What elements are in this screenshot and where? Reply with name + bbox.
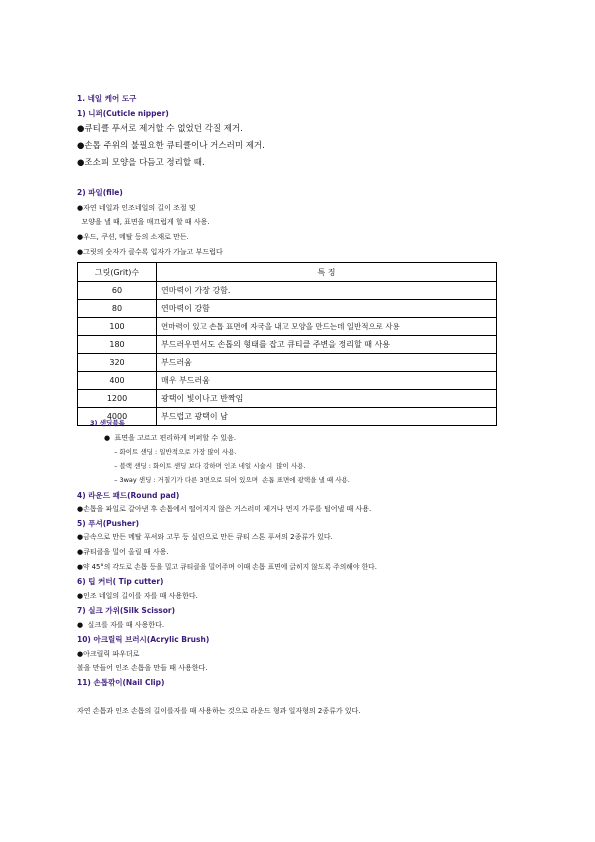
file-line-3: ●우드, 쿠션, 메탈 등의 소재로 만든.: [77, 233, 189, 241]
grit-value: 180: [78, 336, 157, 354]
table-row: [78, 300, 497, 318]
sanding-line-3: – 블랙 샌딩 : 화이트 샌딩 보다 강하며 인조 네일 시술시 많이 사용.: [110, 462, 306, 470]
sanding-line-2: – 화이트 샌딩 : 일반적으로 가장 많이 사용.: [110, 448, 237, 456]
tip-cutter-line: ●인조 네일의 길이를 자를 때 사용한다.: [77, 592, 198, 600]
table-row: [78, 282, 497, 300]
pusher-line-3: ●약 45°의 각도로 손톱 등을 밀고 큐티클을 밀어주며 이때 손톱 표면에 긁히지 않도록 주의해야 한다.: [77, 563, 377, 571]
silk-scissor-line: ● 실크를 자를 때 사용한다.: [77, 621, 165, 629]
subsection-title-round-pad: 4) 라운드 패드(Round pad): [77, 491, 180, 500]
round-pad-line: ●손톱을 파일로 갈아낸 후 손톱에서 떨어지지 않은 거스러미 제거나 먼지 가루를 털어낼 때 사용.: [77, 505, 372, 513]
grit-value: 80: [78, 300, 157, 318]
pusher-line-2: ●큐티클을 밀어 올릴 때 사용.: [77, 548, 169, 556]
nipper-line-2: ●손톱 주위의 불필요한 큐티클이나 거스러미 제거.: [77, 141, 265, 151]
table-row: [78, 372, 497, 390]
grit-table: [77, 262, 497, 426]
sanding-line-1: ● 표면을 고르고 편리하게 버퍼할 수 있음.: [104, 434, 237, 442]
nipper-line-1: ●큐티클 푸셔로 제거할 수 없었던 각질 제거.: [77, 124, 243, 134]
grit-feature: 부드러움: [157, 354, 497, 372]
nipper-line-3: ●조소피 모양을 다듬고 정리할 때.: [77, 158, 205, 168]
subsection-title-nail-clip: 11) 손톱깎이(Nail Clip): [77, 678, 165, 687]
grit-table-header-row: [78, 263, 497, 282]
grit-table-header-grit: 그릿(Grit)수: [78, 263, 157, 282]
grit-feature: 연마력이 강함: [157, 300, 497, 318]
acrylic-line-1: ●아크릴릭 파우더로: [77, 650, 140, 658]
subsection-title-file: 2) 파일(file): [77, 188, 123, 197]
subsection-title-silk-scissor: 7) 실크 가위(Silk Scissor): [77, 606, 176, 615]
grit-feature: 매우 부드러움: [157, 372, 497, 390]
nail-clip-line: 자연 손톱과 인조 손톱의 길이를자를 때 사용하는 것으로 라운드 형과 일자형의 2종류가 있다.: [77, 707, 361, 715]
grit-feature: 부드러우면서도 손톱의 형태를 잡고 큐티클 주변을 정리할 때 사용: [157, 336, 497, 354]
grit-value: 400: [78, 372, 157, 390]
file-line-1: ●자연 네일과 인조네일의 길이 조절 및: [77, 204, 196, 212]
subsection-title-pusher: 5) 푸셔(Pusher): [77, 519, 140, 528]
table-row: [78, 408, 497, 426]
subsection-title-tip-cutter: 6) 팁 커터( Tip cutter): [77, 577, 164, 586]
subsection-title-nipper: 1) 니퍼(Cuticle nipper): [77, 109, 169, 118]
grit-value: 1200: [78, 390, 157, 408]
table-row: [78, 354, 497, 372]
table-row: [78, 318, 497, 336]
subsection-title-acrylic-brush: 10) 아크릴릭 브러시(Acrylic Brush): [77, 635, 210, 644]
grit-value: 60: [78, 282, 157, 300]
grit-value: 320: [78, 354, 157, 372]
table-row: [78, 390, 497, 408]
sanding-line-4: – 3way 샌딩 : 거칠기가 다른 3면으로 되어 있으며 손톱 표면에 광택을 낼 때 사용.: [110, 476, 350, 484]
grit-value: 4000: [78, 408, 157, 426]
file-line-4: ●그릿의 숫자가 클수록 입자가 가늘고 부드럽다: [77, 248, 223, 256]
grit-feature: 부드럽고 광택이 남: [157, 408, 497, 426]
grit-value: 100: [78, 318, 157, 336]
section-title-nail-care-tools: 1. 네일 케어 도구: [77, 94, 137, 103]
grit-feature: 광택이 빛이나고 반짝임: [157, 390, 497, 408]
file-line-2: 모양을 낼 때, 표면을 매끄럽게 할 때 사용.: [77, 218, 210, 226]
grit-table-header-feature: 특 징: [157, 263, 497, 282]
grit-feature: 연마력이 가장 강함.: [157, 282, 497, 300]
grit-feature: 연마력이 있고 손톱 표면에 자국을 내고 모양을 만드는데 일반적으로 사용: [157, 318, 497, 336]
pusher-line-1: ●금속으로 만든 메탈 푸셔와 고무 등 실린으로 만든 큐티 스톤 푸셔의 2종류가 있다.: [77, 533, 333, 541]
table-row: [78, 336, 497, 354]
subsection-title-sanding-block: 3) 샌딩블록: [90, 419, 125, 427]
acrylic-line-2: 볼을 만들어 인조 손톱을 만들 때 사용한다.: [77, 664, 208, 672]
